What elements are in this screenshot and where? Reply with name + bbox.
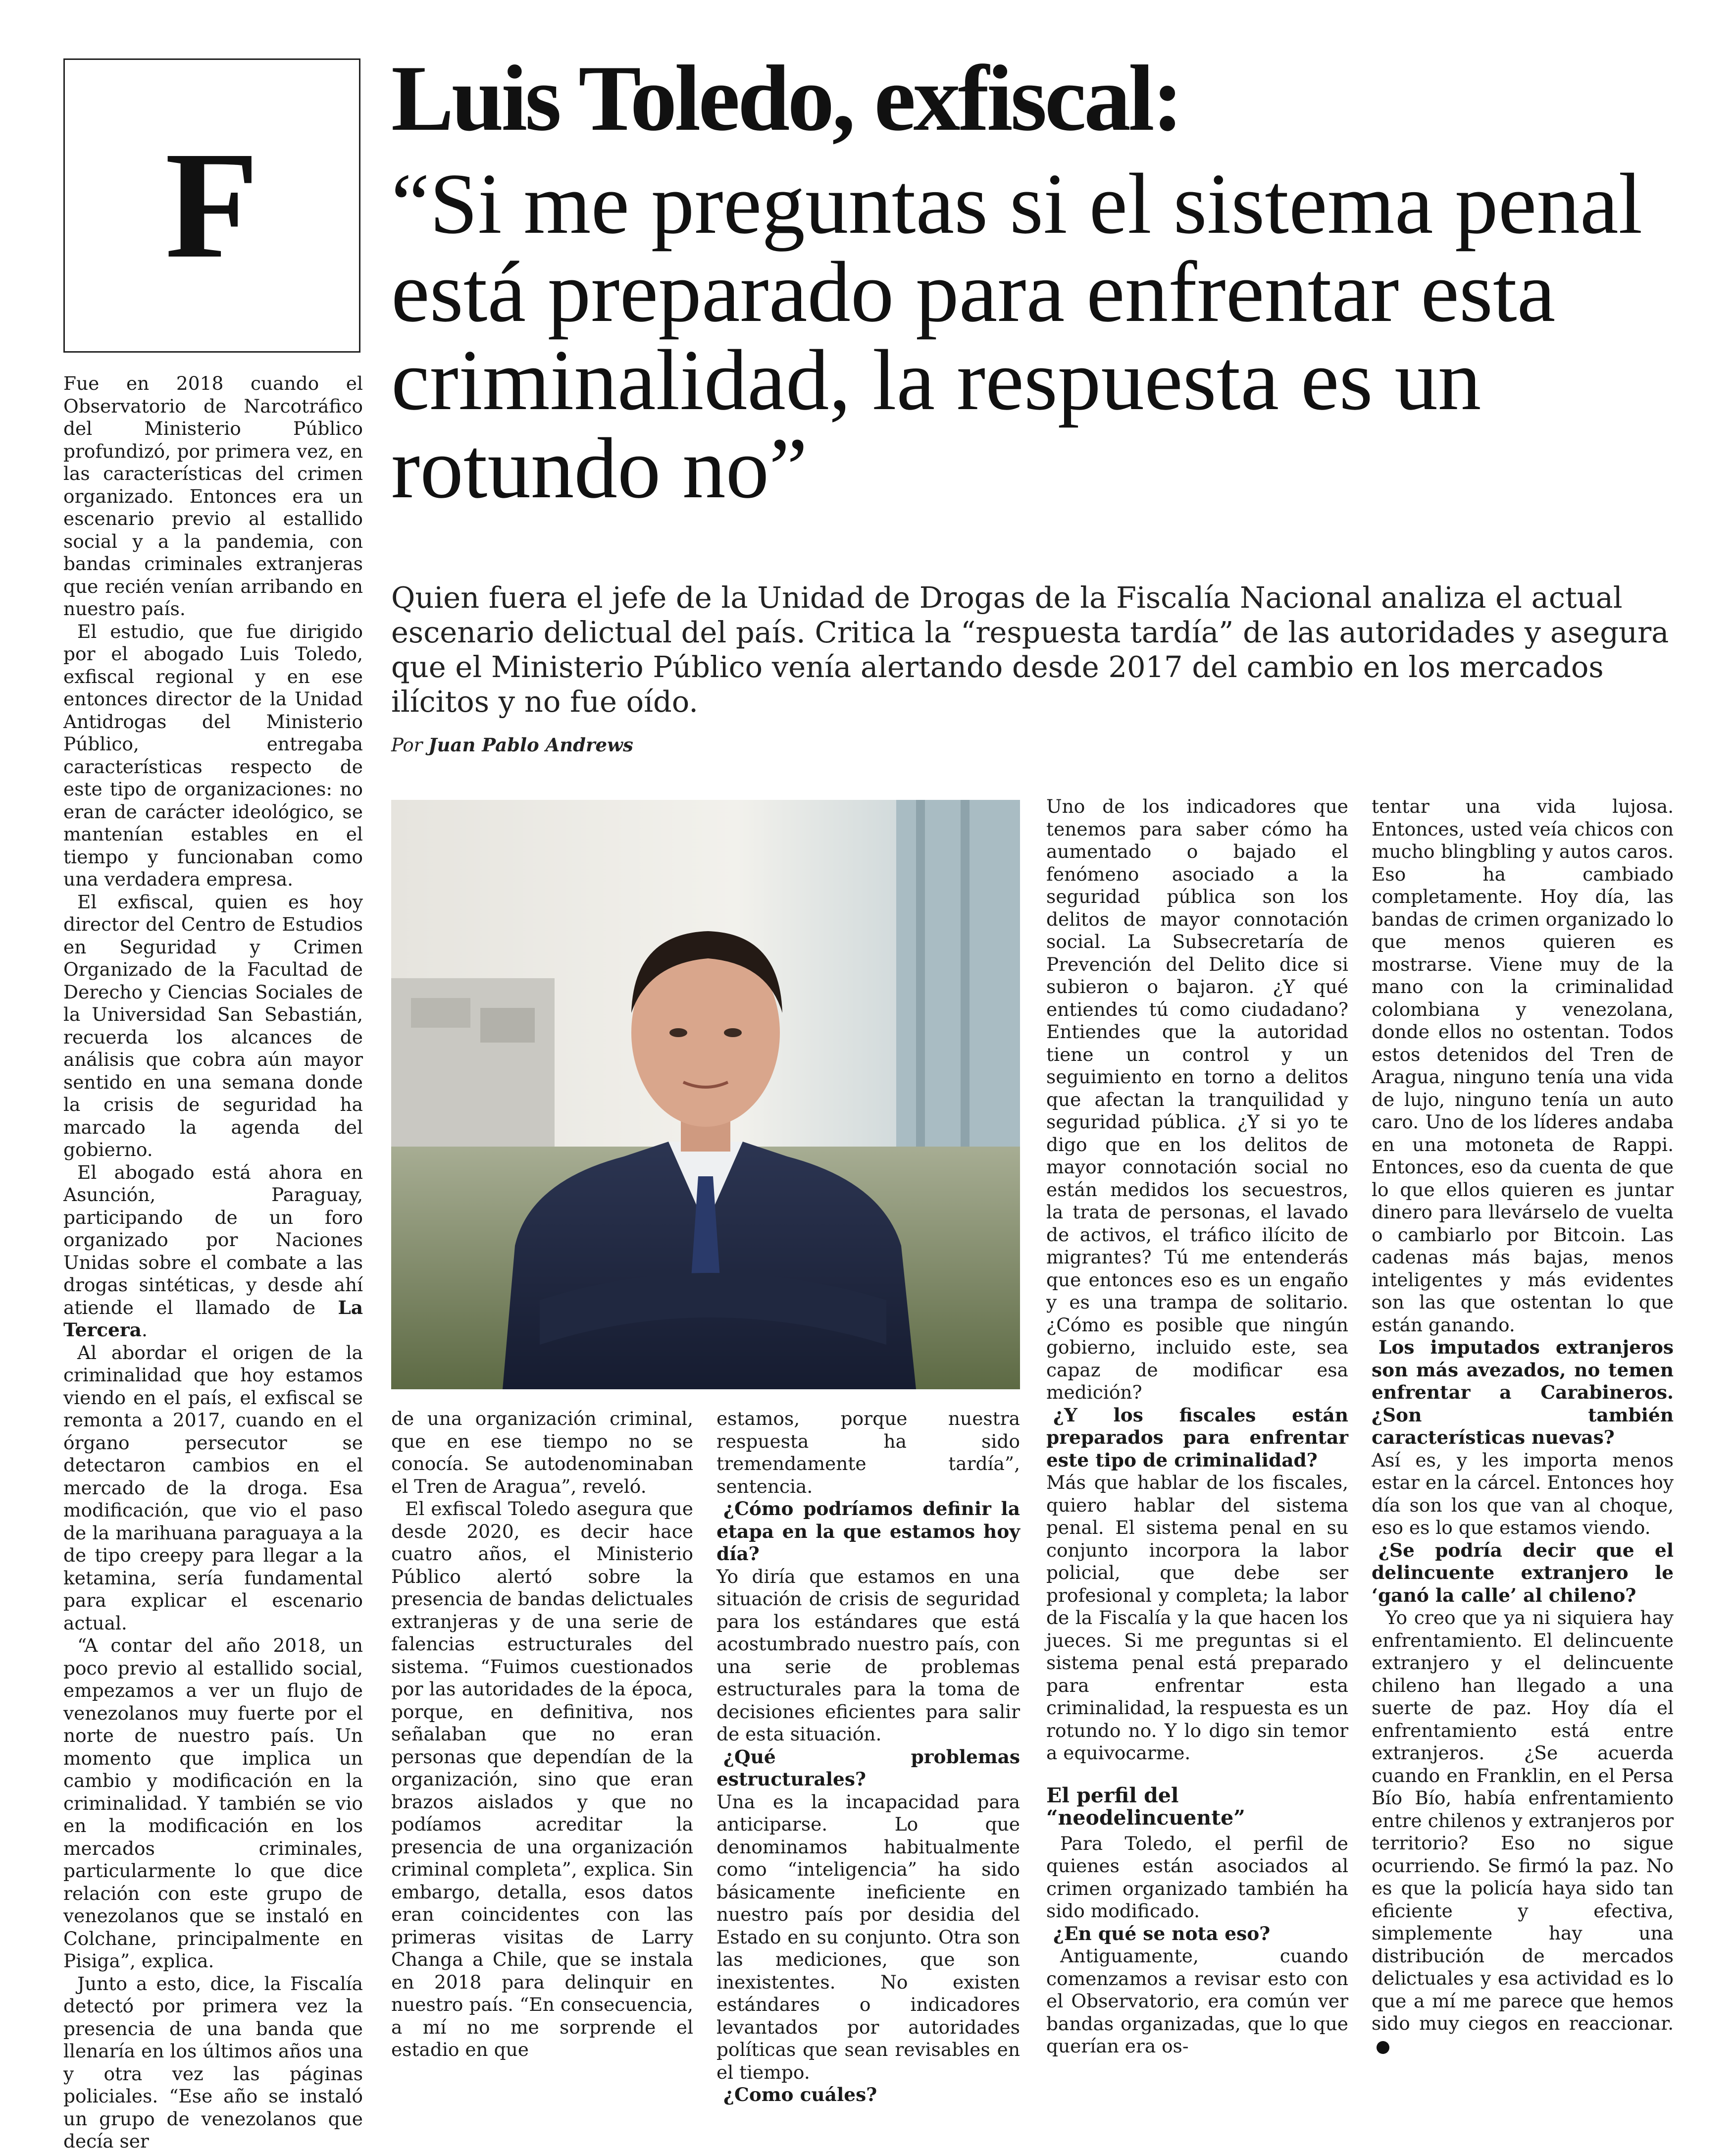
interview-question: ¿Se podría decir que el delincuente extranjero le ‘ganó la calle’ al chileno?	[1372, 1539, 1674, 1606]
interview-question: ¿Cómo podríamos definir la etapa en la que estamos hoy día?	[716, 1498, 1020, 1565]
interview-question: Los imputados extranjeros son más avezados, no temen enfrentar a Carabineros. ¿Son también características nuevas?	[1372, 1336, 1674, 1448]
article-column-4	[1046, 795, 1348, 2066]
paragraph: Antiguamente, cuando comenzamos a revisar esto con el Observatorio, era común ver bandas organizadas, que lo que querían era os-	[1046, 1945, 1348, 2057]
paragraph: de una organización criminal, que en ese tiempo no se conocía. Se autodenominaban el Tren de Aragua”, reveló.	[391, 1408, 693, 1497]
paragraph: estamos, porque nuestra respuesta ha sido tremendamente tardía”, sentencia.	[716, 1408, 1020, 1497]
pull-quote-title: “Si me preguntas si el sistema penal está preparado para enfrentar esta criminalidad, la respuesta es un rotundo no”	[391, 156, 1643, 516]
byline-author: Juan Pablo Andrews	[428, 734, 633, 756]
section-subheading: El perfil del “neodelincuente”	[1046, 1783, 1245, 1830]
section-letter-box	[63, 58, 360, 353]
article-column-3	[716, 1408, 1020, 2105]
newspaper-name: La Tercera	[63, 1296, 363, 1341]
paragraph: Uno de los indicadores que tenemos para saber cómo ha aumentado o bajado el fenómeno asociado a la seguridad pública son los delitos de mayor connotación social. La Subsecretaría de Prevención del Delito dice si subieron o bajaron. ¿Y qué entiendes tú como ciudadano? Entiendes que la autoridad tiene un control y un seguimiento en torno a delitos que afectan la tranquilidad y seguridad pública. ¿Y si yo te digo que en los delitos de mayor connotación social no están medidos los secuestros, la trata de personas, el lavado de activos, el tráfico ilícito de migrantes? Tú me entenderás que entonces eso es un engaño y es una trampa de solitario. ¿Cómo es posible que ningún gobierno, incluido este, sea capaz de modificar esa medición?	[1046, 795, 1348, 1403]
paragraph: Junto a esto, dice, la Fiscalía detectó por primera vez la presencia de una banda que llenaría en los últimos años una y otra vez las páginas policiales. “Ese año se instaló un grupo de venezolanos que decía ser	[63, 1972, 363, 2152]
interview-question: ¿Y los fiscales están preparados para enfrentar este tipo de criminalidad?	[1046, 1404, 1348, 1471]
section-letter: F	[165, 120, 259, 290]
paragraph-text: Yo creo que ya ni siquiera hay enfrentamiento. El delincuente extranjero y el delincuente chileno han llegado a una suerte de paz. Hoy día el enfrentamiento está entre extranjeros. ¿Se acuerda cuando en Franklin, en el Persa Bío Bío, había enfrentamiento entre chilenos y extranjeros por territorio? Eso no sigue ocurriendo. Se firmó la paz. No es que la policía haya sido tan eficiente y efectiva, simplemente hay una distribución de mercados delictuales y esa actividad es lo que a mí me parece que hemos sido muy ciegos en reaccionar.	[1372, 1607, 1674, 2034]
interview-question: ¿Qué problemas estructurales?	[716, 1745, 1020, 1790]
byline-prefix: Por	[391, 735, 423, 756]
byline	[391, 734, 633, 756]
paragraph: El exfiscal Toledo asegura que desde 2020, es decir hace cuatro años, el Ministerio Público alertó sobre la presencia de bandas delictuales extranjeras y de una serie de falencias estructurales del sistema. “Fuimos cuestionados por las autoridades de la época, porque, en definitiva, nos señalaban que no eran personas que dependían de la organización, sino que eran brazos aislados y que no podíamos acreditar la presencia de una organización criminal completa”, explica. Sin embargo, detalla, esos datos eran coincidentes con las primeras visitas de Larry Changa a Chile, que se instala en 2018 para delinquir en nuestro país. “En consecuencia, a mí no me sorprende el estadio en que	[391, 1498, 693, 2060]
paragraph: Yo diría que estamos en una situación de crisis de seguridad para los estándares que está acostumbrado nuestro país, con una serie de problemas estructurales para la toma de decisiones eficientes para salir de esta situación.	[716, 1565, 1020, 1745]
interview-question: ¿Como cuáles?	[723, 2084, 877, 2105]
paragraph: “A contar del año 2018, un poco previo al estallido social, empezamos a ver un flujo de venezolanos muy fuerte por el norte de nuestro país. Un momento que implica un cambio y modificación en la criminalidad. Y también se vio en la modificación en los mercados criminales, particularmente lo que dice relación con este grupo de venezolanos que se instaló en Colchane, principalmente en Pisiga”, explica.	[63, 1634, 363, 1972]
paragraph: Al abordar el origen de la criminalidad que hoy estamos viendo en el país, el exfiscal se remonta a 2017, cuando en el órgano persecutor se detectaron cambios en el mercado de la droga. Esa modificación, que vio el paso de la marihuana paraguaya a la de tipo creepy para llegar a la ketamina, sería fundamental para explicar el escenario actual.	[63, 1341, 363, 1634]
paragraph: El estudio, que fue dirigido por el abogado Luis Toledo, exfiscal regional y en ese entonces director de la Unidad Antidrogas del Ministerio Público, entregaba características respecto de este tipo de organizaciones: no eran de carácter ideológico, se mantenían estables en el tiempo y funcionaban como una verdadera empresa.	[63, 620, 363, 890]
paragraph-text: El abogado está ahora en Asunción, Paraguay, participando de un foro organizado por Naciones Unidas sobre el combate a las drogas sintéticas, y desde ahí atiende el llamado de	[63, 1161, 363, 1318]
interview-question: ¿En qué se nota eso?	[1053, 1922, 1271, 1944]
paragraph: Así es, y les importa menos estar en la cárcel. Entonces hoy día son los que van al choque, eso es lo que estamos viendo.	[1372, 1449, 1674, 1538]
paragraph: Más que hablar de los fiscales, quiero hablar del sistema penal. El sistema penal en su conjunto incorpora la labor policial, que debe ser profesional y completa; la labor de la Fiscalía y la que hacen los jueces. Si me preguntas si el sistema penal está preparado para enfrentar esta criminalidad, la respuesta es un rotundo no. Y lo digo sin temor a equivocarme.	[1046, 1471, 1348, 1764]
article-deck: Quien fuera el jefe de la Unidad de Drogas de la Fiscalía Nacional analiza el actual escenario delictual del país. Critica la “respuesta tardía” de las autoridades y asegura que el Ministerio Público venía alertando desde 2017 del cambio en los mercados ilícitos y no fue oído.	[391, 580, 1669, 719]
portrait-illustration	[391, 800, 1020, 1389]
paragraph: El exfiscal, quien es hoy director del Centro de Estudios en Seguridad y Crimen Organizado de la Facultad de Derecho y Ciencias Sociales de la Universidad San Sebastián, recuerda los alcances de análisis que cobra aún mayor sentido en una semana donde la crisis de seguridad ha marcado la agenda del gobierno.	[63, 891, 363, 1160]
paragraph: tentar una vida lujosa. Entonces, usted veía chicos con mucho blingbling y autos caros. Eso ha cambiado completamente. Hoy día, las bandas de crimen organizado lo que menos quieren es mostrarse. Viene muy de la mano con la criminalidad colombiana y venezolana, donde ellos no ostentan. Todos estos detenidos del Tren de Aragua, ninguno tenía una vida de lujo, ninguno tenía un auto caro. Uno de los líderes andaba en una motoneta de Rappi. Entonces, eso da cuenta de que lo que ellos quieren es juntar dinero para llevárselo de vuelta o cambiarlo por Bitcoin. Las cadenas más bajas, menos inteligentes y más evidentes son las que ostentan lo que están ganando.	[1372, 795, 1674, 1336]
article-column-2	[391, 1408, 693, 2066]
paragraph: Una es la incapacidad para anticiparse. Lo que denominamos habitualmente como “inteligencia” ha sido básicamente ineficiente en nuestro país por desidia del Estado en su conjunto. Otra son las mediciones, que son inexistentes. No existen estándares o indicadores levantados por autoridades políticas que sean revisables en el tiempo.	[716, 1790, 1020, 2083]
paragraph: Para Toledo, el perfil de quienes están asociados al crimen organizado también ha sido modificado.	[1046, 1832, 1348, 1922]
article-column-5	[1372, 795, 1674, 2066]
paragraph	[63, 1161, 363, 1342]
paragraph-text: .	[141, 1319, 148, 1341]
article-column-1	[63, 372, 363, 2152]
end-of-article-icon	[1377, 2041, 1389, 2054]
portrait-photo	[391, 800, 1020, 1389]
paragraph: Fue en 2018 cuando el Observatorio de Narcotráfico del Ministerio Público profundizó, por primera vez, en las características del crimen organizado. Entonces era un escenario previo al estallido social y a la pandemia, con bandas criminales extranjeras que recién venían arribando en nuestro país.	[63, 372, 363, 620]
headline: Luis Toledo, exfiscal:	[391, 47, 1181, 151]
paragraph	[1372, 1607, 1674, 2057]
